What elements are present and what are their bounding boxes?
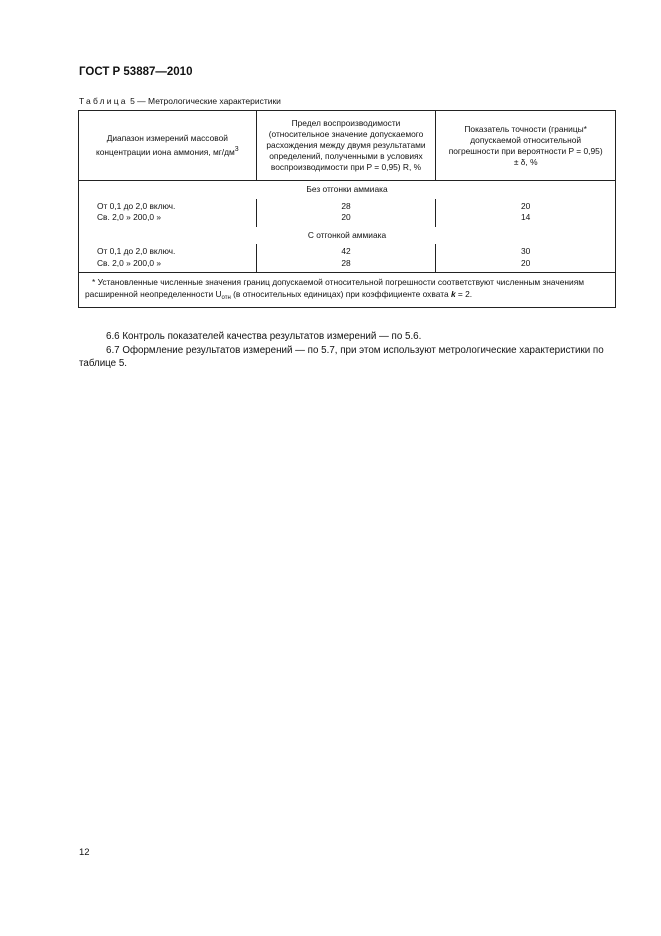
table-row (79, 212, 616, 227)
header-reproducibility-line2: (относительное значение допускаемого (268, 129, 424, 139)
cell-accuracy: 30 (436, 244, 616, 258)
body-text (79, 330, 616, 371)
table-header-row (79, 111, 616, 181)
header-range-line2 (82, 144, 253, 158)
header-reproducibility-line5: воспроизводимости при P = 0,95) R, % (270, 162, 422, 172)
header-accuracy-line1: Показатель точности (границы* (464, 123, 587, 134)
table-row (79, 244, 616, 258)
cell-reproducibility: 28 (256, 199, 436, 213)
paragraph-6-6: 6.6 Контроль показателей качества результатов измерений — по 5.6. (106, 331, 422, 342)
table-caption (79, 96, 281, 106)
header-range (79, 111, 257, 181)
cell-accuracy: 14 (436, 212, 616, 227)
footnote-text-1: * Установленные численные значения границ допускаемой относительной погрешности соответствуют численным значениям расширенной неопределенности U (85, 277, 585, 299)
footnote-text-3: = 2. (455, 289, 473, 299)
header-accuracy (436, 111, 616, 181)
cell-range: Св. 2,0 » 200,0 » (79, 212, 257, 227)
cell-reproducibility: 28 (256, 258, 436, 273)
metrology-table (78, 110, 616, 308)
paragraph-6-7: 6.7 Оформление результатов измерений — по 5.7, при этом используют метрологические характеристики по таблице 5. (79, 344, 604, 369)
footnote-row (79, 273, 616, 308)
cell-reproducibility: 20 (256, 212, 436, 227)
cell-range: От 0,1 до 2,0 включ. (79, 244, 257, 258)
table-caption-prefix: Таблица (79, 96, 128, 106)
header-reproducibility-line1: Предел воспроизводимости (291, 118, 401, 128)
header-reproducibility (256, 111, 436, 181)
page-number: 12 (79, 847, 90, 858)
document-code: ГОСТ Р 53887—2010 (79, 66, 193, 78)
section-title: Без отгонки аммиака (79, 181, 616, 199)
table-row (79, 258, 616, 273)
cell-accuracy: 20 (436, 258, 616, 273)
footnote-subscript: отн (221, 295, 231, 301)
header-accuracy-line3: погрешности при вероятности P = 0,95) (448, 145, 603, 156)
footnote-text-2: (в относительных единицах) при коэффициенте охвата (230, 289, 451, 299)
header-accuracy-line2: допускаемой относительной (470, 134, 582, 145)
header-range-superscript: 3 (234, 146, 239, 154)
section-title: С отгонкой аммиака (79, 227, 616, 245)
cell-range: От 0,1 до 2,0 включ. (79, 199, 257, 213)
footnote-k: k (450, 289, 456, 299)
header-range-line2-text: концентрации иона аммония, мг/дм (96, 146, 235, 157)
header-range-line1: Диапазон измерений массовой (106, 133, 228, 144)
cell-range: Св. 2,0 » 200,0 » (79, 258, 257, 273)
header-accuracy-line4: ± δ, % (513, 156, 538, 167)
section-row (79, 227, 616, 245)
cell-accuracy: 20 (436, 199, 616, 213)
table-caption-title: 5 — Метрологические характеристики (127, 96, 281, 106)
header-reproducibility-line3: расхождения между двумя результатами (266, 140, 426, 150)
cell-reproducibility: 42 (256, 244, 436, 258)
header-reproducibility-line4: определений, полученными в условиях (269, 151, 423, 161)
table-footnote (79, 273, 616, 308)
table-row (79, 199, 616, 213)
section-row (79, 181, 616, 199)
